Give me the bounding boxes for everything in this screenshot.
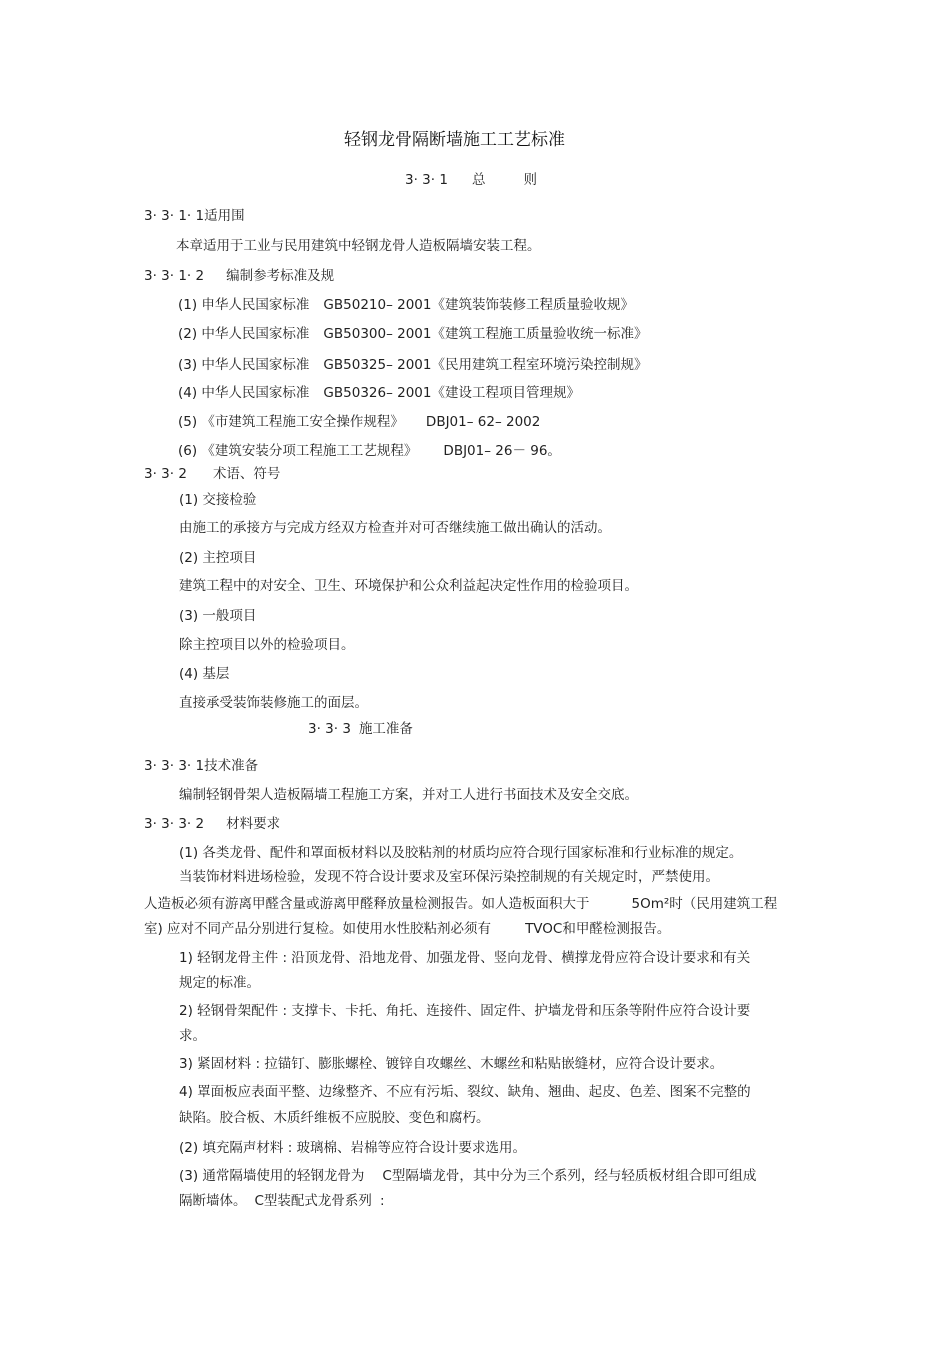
term-definition: 直接承受装饰装修施工的面层。 [179, 695, 368, 711]
reference-item [178, 356, 648, 374]
section-number: 3· 3· 1· 2 [144, 268, 205, 284]
section-heading [308, 720, 413, 738]
paragraph [144, 920, 670, 938]
section-heading [144, 267, 334, 285]
section-label: 施工准备 [358, 721, 413, 737]
section-general-heading [405, 171, 537, 189]
doc-title: 轻钢龙骨隔断墙施工工艺标准 [344, 130, 565, 150]
paragraph: (1) 各类龙骨、配件和罩面板材料以及胶粘剂的材质均应符合现行国家标准和行业标准的规定。 [179, 845, 743, 861]
term-heading: (4) 基层 [179, 666, 230, 682]
section-heading [144, 815, 280, 833]
section-heading [144, 465, 280, 483]
section-number: 3· 3· 1 [405, 172, 448, 188]
term-definition: 由施工的承接方与完成方经双方检查并对可否继续施工做出确认的活动。 [179, 520, 611, 536]
reference-item [178, 296, 634, 314]
section-label: 适用围 [204, 208, 245, 224]
section-label: 材料要求 [226, 816, 281, 832]
term-definition: 建筑工程中的对安全、卫生、环境保护和公众利益起决定性作用的检验项目。 [179, 578, 638, 594]
text-run: TVOC和甲醛检测报告。 [525, 921, 671, 937]
section-label: 技术准备 [204, 758, 259, 774]
reference-source: (3) 中华人民国家标准 [178, 357, 310, 373]
reference-code: DBJ01– 62– 2002 [425, 414, 541, 430]
reference-code: GB50210– 2001《建筑装饰装修工程质量验收规》 [323, 297, 634, 313]
section-heading [144, 757, 258, 775]
paragraph: (2) 填充隔声材料 : 玻璃棉、岩棉等应符合设计要求选用。 [179, 1140, 527, 1156]
text-run: (3) 通常隔墙使用的轻钢龙骨为 [179, 1168, 365, 1184]
reference-code: GB50325– 2001《民用建筑工程室环境污染控制规》 [323, 357, 648, 373]
list-item-continued: 求。 [179, 1028, 206, 1044]
paragraph: 当装饰材料进场检验，发现不符合设计要求及室环保污染控制规的有关规定时，严禁使用。 [179, 869, 719, 885]
reference-source: (4) 中华人民国家标准 [178, 385, 310, 401]
list-item: 1) 轻钢龙骨主件 : 沿顶龙骨、沿地龙骨、加强龙骨、竖向龙骨、横撑龙骨应符合设计要求和有关 [179, 950, 751, 966]
list-item: 4) 罩面板应表面平整、边缘整齐、不应有污垢、裂纹、缺角、翘曲、起皮、色差、图案不完整的 [179, 1084, 751, 1100]
reference-source: (5) 《市建筑工程施工安全操作规程》 [178, 414, 404, 430]
reference-item [178, 325, 648, 343]
reference-code: GB50326– 2001《建设工程项目管理规》 [323, 385, 580, 401]
text-run: 人造板必须有游离甲醛含量或游离甲醛释放量检测报告。如人造板面积大于 [144, 896, 590, 912]
list-item-continued: 规定的标准。 [179, 975, 260, 991]
section-number: 3· 3· 3· 1 [144, 758, 205, 774]
section-word: 总 [471, 172, 486, 188]
term-definition: 除主控项目以外的检验项目。 [179, 637, 355, 653]
text-run: : [379, 1193, 385, 1209]
reference-item [178, 442, 561, 460]
reference-item [178, 384, 580, 402]
section-number: 3· 3· 3 [308, 721, 351, 737]
reference-item [178, 413, 540, 431]
section-word: 则 [523, 172, 537, 188]
reference-source: (2) 中华人民国家标准 [178, 326, 310, 342]
list-item: 3) 紧固材料 : 拉锚钉、膨胀螺栓、镀锌自攻螺丝、木螺丝和粘贴嵌缝材，应符合设计要求。 [179, 1056, 724, 1072]
reference-code: DBJ01– 26－ 96。 [443, 443, 561, 459]
reference-code: GB50300– 2001《建筑工程施工质量验收统一标准》 [323, 326, 648, 342]
text-run: 室) 应对不同产品分别进行复检。如使用水性胶粘剂必须有 [144, 921, 492, 937]
term-heading: (1) 交接检验 [179, 492, 257, 508]
reference-source: (6) 《建筑安装分项工程施工工艺规程》 [178, 443, 418, 459]
section-heading [144, 207, 245, 225]
term-heading: (3) 一般项目 [179, 608, 257, 624]
paragraph: 编制轻钢骨架人造板隔墙工程施工方案，并对工人进行书面技术及安全交底。 [179, 787, 638, 803]
text-run: 隔断墙体。 [179, 1193, 247, 1209]
text-run: C型装配式龙骨系列 [254, 1193, 372, 1209]
section-number: 3· 3· 2 [144, 466, 187, 482]
list-item-continued: 缺陷。胶合板、木质纤维板不应脱胶、变色和腐朽。 [179, 1110, 490, 1126]
paragraph [179, 1167, 756, 1185]
section-label: 编制参考标准及规 [226, 268, 335, 284]
term-heading: (2) 主控项目 [179, 550, 257, 566]
section-number: 3· 3· 1· 1 [144, 208, 205, 224]
reference-source: (1) 申华人民国家标准 [178, 297, 310, 313]
paragraph [144, 895, 777, 913]
list-item: 2) 轻钢骨架配件 : 支撑卡、卡托、角托、连接件、固定件、护墙龙骨和压条等附件应符合设计要 [179, 1003, 751, 1019]
text-run: 5Om²时（民用建筑工程 [631, 896, 778, 912]
section-number: 3· 3· 3· 2 [144, 816, 205, 832]
paragraph [179, 1192, 385, 1210]
paragraph: 本章适用于工业与民用建筑中轻钢龙骨人造板隔墙安装工程。 [176, 238, 541, 254]
text-run: C型隔墙龙骨，其中分为三个系列，经与轻质板材组合即可组成 [382, 1168, 757, 1184]
section-label: 术语、符号 [212, 466, 281, 482]
